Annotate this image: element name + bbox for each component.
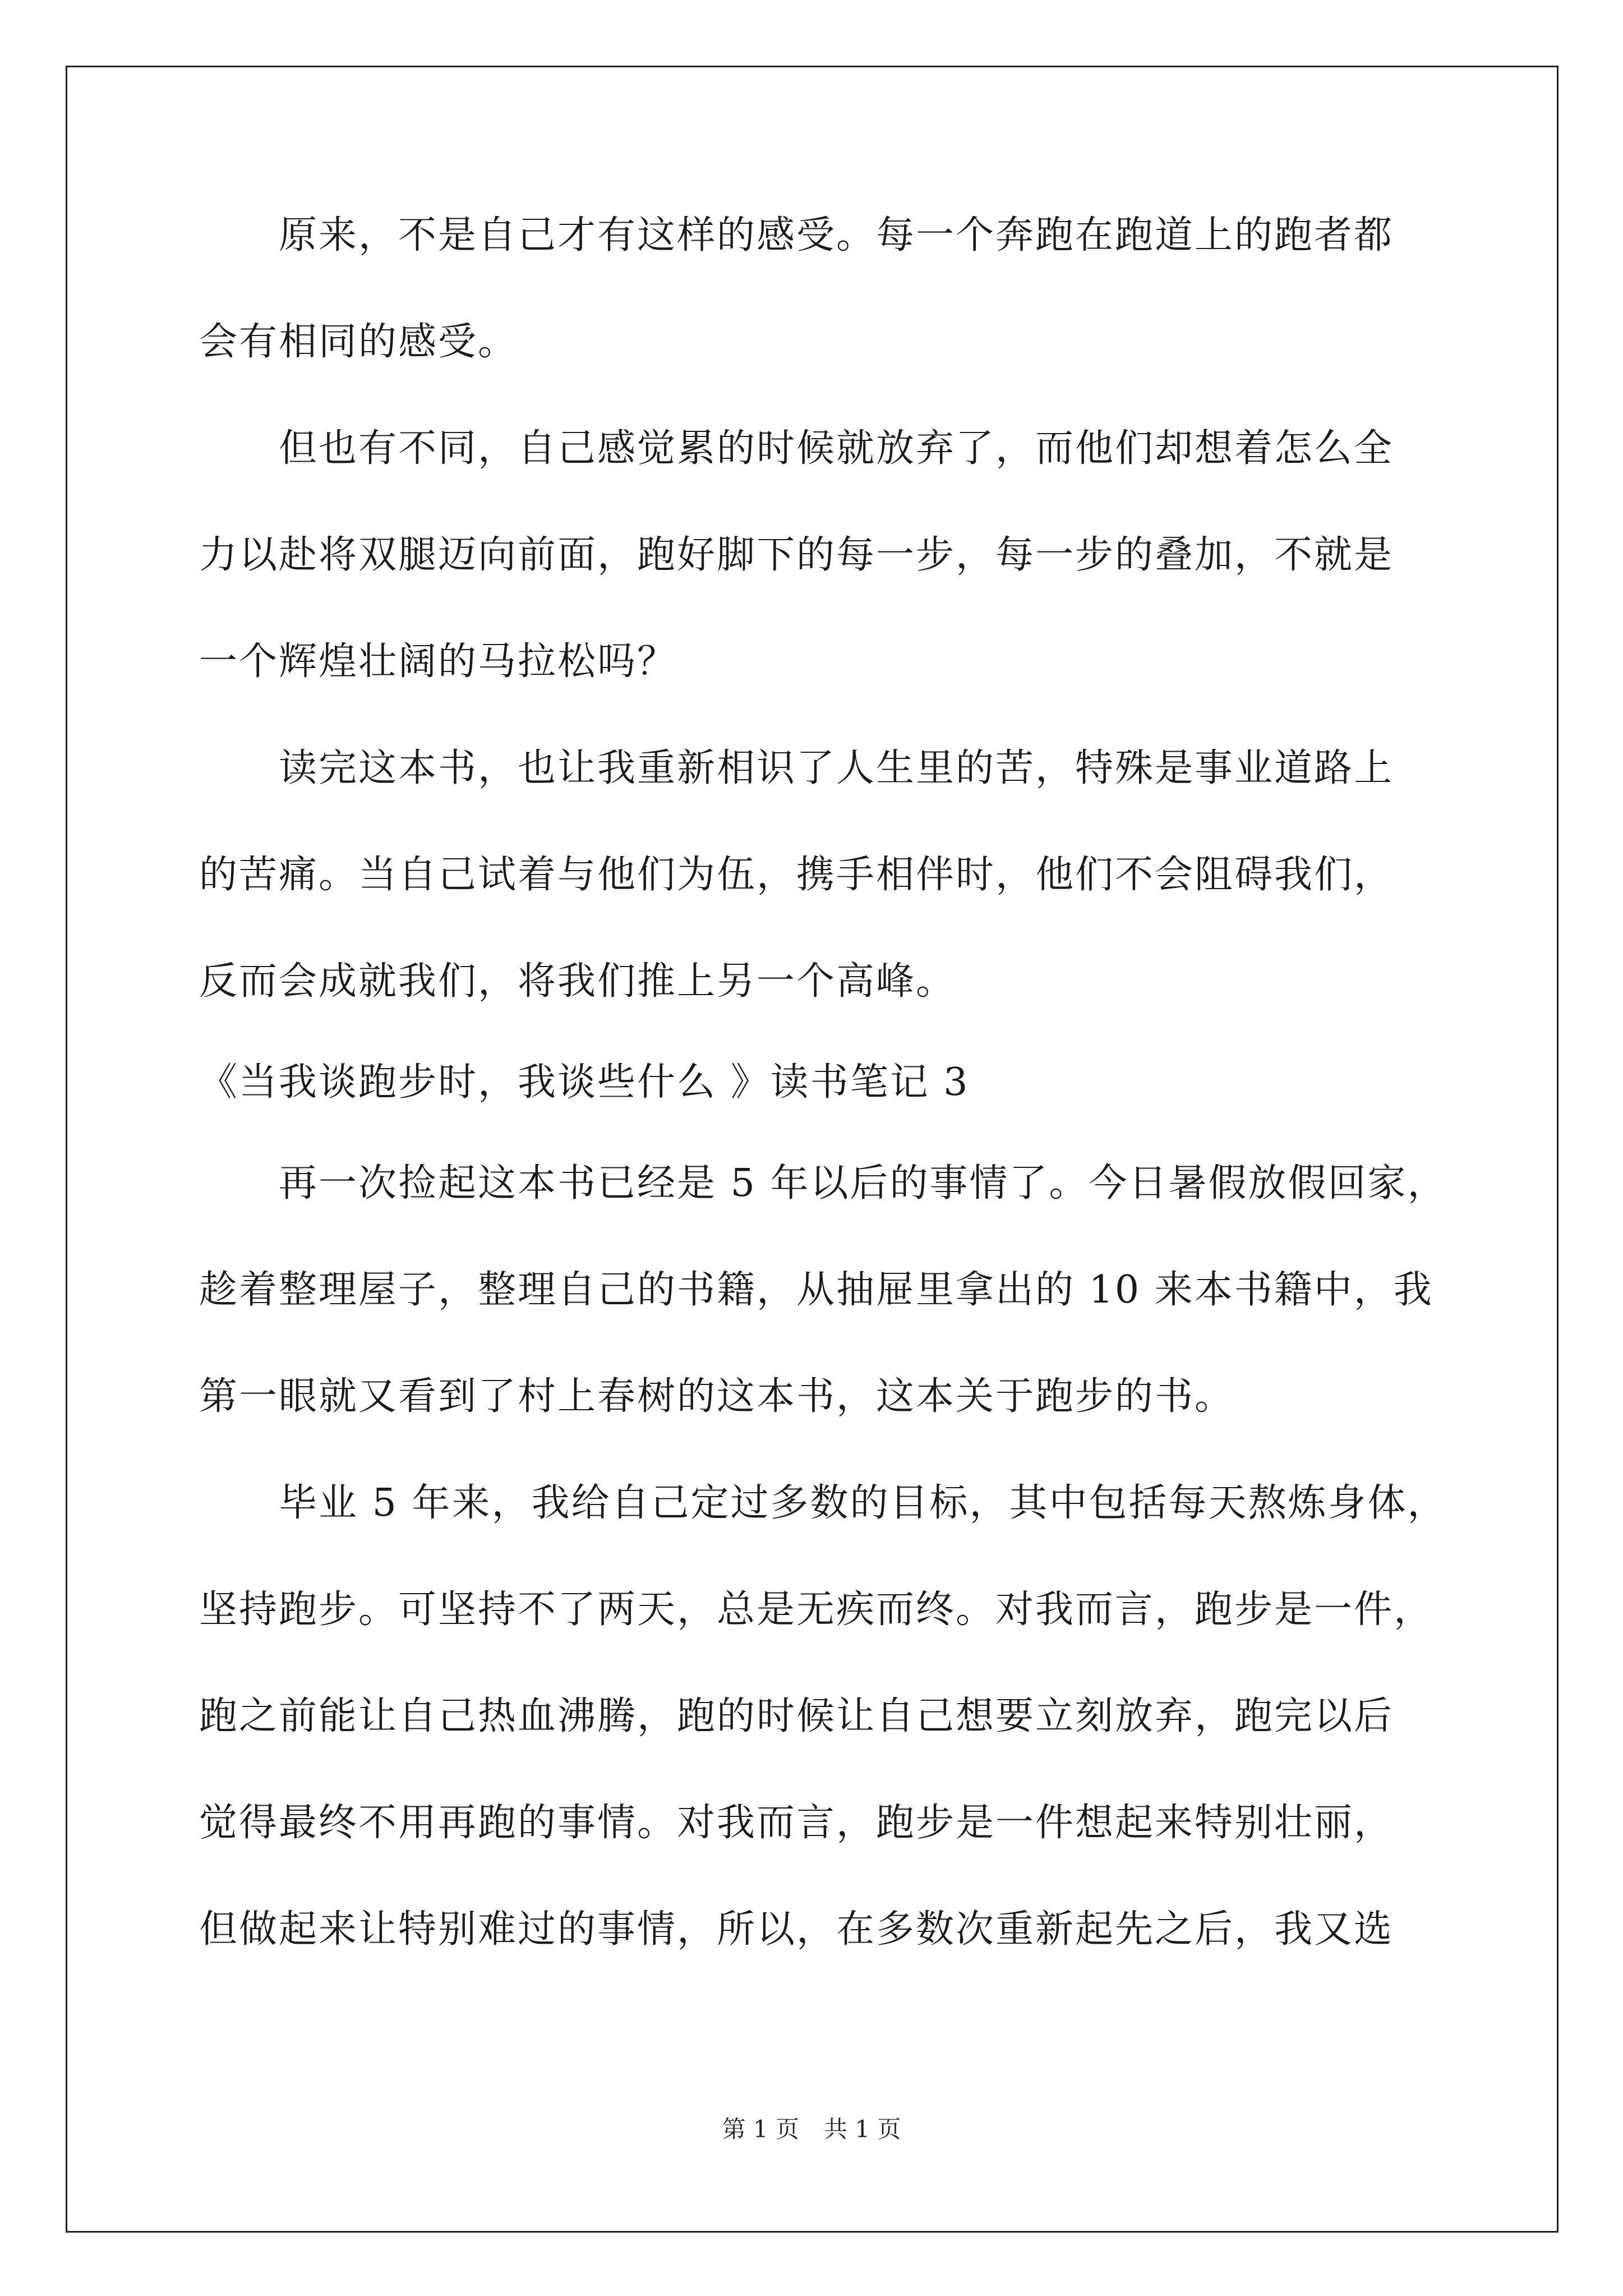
text-line: 跑之前能让自己热血沸腾，跑的时候让自己想要立刻放弃，跑完以后 xyxy=(199,1694,1394,1738)
text-line: 趁着整理屋子，整理自己的书籍，从抽屉里拿出的 10 来本书籍中，我 xyxy=(199,1268,1433,1312)
text-line: 力以赴将双腿迈向前面，跑好脚下的每一步，每一步的叠加，不就是 xyxy=(199,533,1394,577)
text-line: 一个辉煌壮阔的马拉松吗？ xyxy=(199,639,677,684)
page-footer xyxy=(0,2114,1623,2145)
text-line: 但也有不同，自己感觉累的时候就放弃了，而他们却想着怎么全 xyxy=(199,426,1394,471)
text-line: 觉得最终不用再跑的事情。对我而言，跑步是一件想起来特别壮丽， xyxy=(199,1801,1394,1845)
section-heading: 《当我谈跑步时，我谈些什么 》读书笔记 3 xyxy=(199,1060,970,1105)
text-line: 第一眼就又看到了村上春树的这本书，这本关于跑步的书。 xyxy=(199,1374,1235,1419)
text-line: 原来，不是自己才有这样的感受。每一个奔跑在跑道上的跑者都 xyxy=(199,213,1394,257)
text-line: 再一次捡起这本书已经是 5 年以后的事情了。今日暑假放假回家， xyxy=(199,1161,1447,1205)
page-total: 共 1 页 xyxy=(824,2115,901,2143)
text-line: 坚持跑步。可坚持不了两天，总是无疾而终。对我而言，跑步是一件， xyxy=(199,1588,1434,1632)
page-number: 第 1 页 xyxy=(722,2115,799,2143)
text-line: 反而会成就我们，将我们推上另一个高峰。 xyxy=(199,959,956,1004)
text-line: 会有相同的感受。 xyxy=(199,320,518,364)
text-line: 读完这本书，也让我重新相识了人生里的苦，特殊是事业道路上 xyxy=(199,746,1394,790)
text-line: 的苦痛。当自己试着与他们为伍，携手相伴时，他们不会阻碍我们， xyxy=(199,853,1394,897)
text-line: 但做起来让特别难过的事情，所以，在多数次重新起先之后，我又选 xyxy=(199,1907,1394,1952)
text-line: 毕业 5 年来，我给自己定过多数的目标，其中包括每天熬炼身体， xyxy=(199,1481,1447,1525)
